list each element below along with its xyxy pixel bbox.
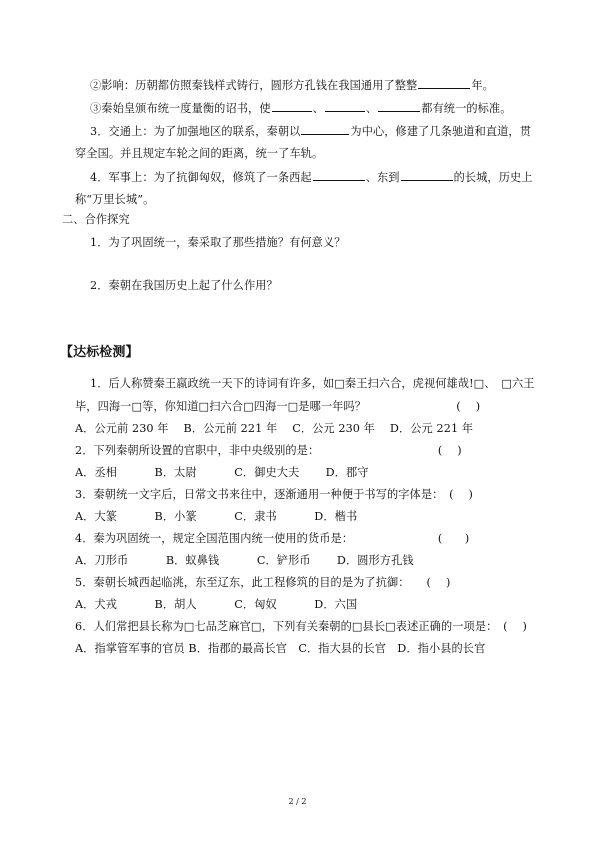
text-line: [90, 101, 512, 116]
text: 、东到: [365, 171, 400, 184]
section-title: 二、合作探究: [62, 213, 130, 226]
options: A．大篆 B．小篆 C．隶书 D．楷书: [75, 510, 358, 523]
options: A．刀形币 B．蚁鼻钱 C．铲形币 D．圆形方孔钱: [75, 554, 414, 567]
options: A．丞相 B．太尉 C．御史大夫 D．郡守: [75, 466, 369, 479]
options: A．指掌管军事的官员 B．指郡的最高长官 C．指大县的长官 D．指小县的长官: [75, 642, 486, 655]
text-line: [90, 170, 533, 185]
question: 3．秦朝统一文字后，日常文书来往中，逐渐通用一种便于书写的字体是： ( ): [75, 488, 473, 501]
question: 2．下列秦朝所设置的官职中，非中央级别的是： ( ): [75, 444, 462, 457]
text: 年。: [471, 79, 494, 92]
text-line: 称“万里长城”。: [75, 193, 155, 206]
text: 为中心，修建了几条驰道和直道，贯: [350, 125, 532, 138]
answer-blank[interactable]: [378, 101, 420, 112]
question: 1．为了巩固统一，秦采取了那些措施？有何意义？: [90, 236, 346, 249]
question: 2．秦朝在我国历史上起了什么作用？: [90, 279, 278, 292]
text: 、: [365, 102, 378, 115]
text: ③秦始皇颁布统一度量衡的诏书，使: [90, 102, 271, 115]
text: 、: [312, 102, 324, 115]
question: 5．秦朝长城西起临洮，东至辽东，此工程修筑的目的是为了抗御： ( ): [75, 576, 451, 589]
text: 4．军事上：为了抗御匈奴，修筑了一条西起: [90, 171, 312, 184]
answer-blank[interactable]: [301, 124, 349, 135]
answer-blank[interactable]: [313, 170, 365, 181]
text: 都有统一的标准。: [421, 102, 512, 115]
answer-blank[interactable]: [418, 78, 470, 89]
question: 1．后人称赞秦王嬴政统一天下的诗词有许多，如□秦王扫六合，虎视何雄哉!□、 □六王: [90, 377, 535, 390]
options: A．公元前 230 年 B．公元前 221 年 C．公元 230 年 D．公元 221 年: [75, 422, 474, 435]
answer-blank[interactable]: [401, 170, 453, 181]
section-title: 【达标检测】: [60, 345, 139, 360]
text: 的长城，历史上: [453, 171, 533, 184]
question: 6．人们常把县长称为□七品芝麻官□，下列有关秦朝的□县长□表述正确的一项是： ( ): [75, 620, 527, 633]
text: 3．交通上：为了加强地区的联系，秦朝以: [90, 125, 301, 138]
text: ②影响：历朝都仿照秦钱样式铸行，圆形方孔钱在我国通用了整整: [90, 79, 418, 92]
text-line: 穿全国。并且规定车轮之间的距离，统一了车轨。: [75, 147, 324, 160]
question: 4．秦为巩固统一，规定全国范围内统一使用的货币是： ( ): [75, 532, 470, 545]
text-line: [90, 124, 531, 139]
answer-blank[interactable]: [325, 101, 365, 112]
question: 毕，四海一□等，你知道□扫六合□四海一□是哪一年吗？ ( ): [75, 400, 481, 413]
page-number: 2 / 2: [288, 797, 307, 806]
options: A．犬戎 B．胡人 C．匈奴 D．六国: [75, 598, 358, 611]
text-line: [90, 78, 494, 93]
answer-blank[interactable]: [272, 101, 312, 112]
